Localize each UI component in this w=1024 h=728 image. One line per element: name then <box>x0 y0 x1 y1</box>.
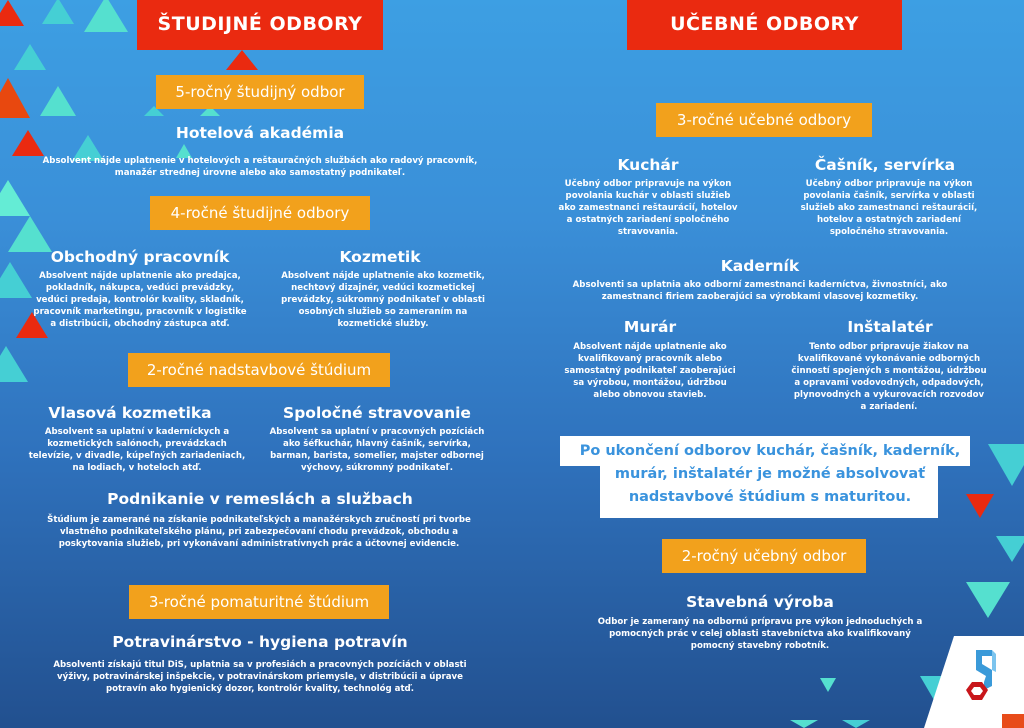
triangle-decoration <box>790 720 818 728</box>
program-title: Podnikanie v remeslách a službach <box>107 490 413 508</box>
section-label-3-rocne-pomaturitne: 3-ročné pomaturitné štúdium <box>129 585 389 619</box>
section-label-2-rocne-nadstavbove: 2-ročné nadstavbové štúdium <box>128 353 390 387</box>
triangle-decoration <box>84 0 128 32</box>
program-description: Absolvent nájde uplatnenie ako kvalifikovaný pracovník alebo samostatný podnikateľ zaoberajúci sa výrobou, montážou, údržbou alebo obnovou stavieb. <box>564 342 736 400</box>
program-title: Potravinárstvo - hygiena potravín <box>112 633 408 651</box>
program-description: Absolvent nájde uplatnenie ako kozmetik, nechtový dizajnér, vedúci kozmetickej prevádzky, súkromný podnikateľ v oblasti osobných služieb so zameraním na kozmetické služby. <box>281 271 485 329</box>
triangle-decoration <box>842 720 870 728</box>
program-title: Vlasová kozmetika <box>48 404 212 422</box>
program-description: Tento odbor pripravuje žiakov na kvalifikované vykonávanie odborných činností spojených s montážou, údržbou a opravami vodovodných, odpadových, plynovodných a vykurovacích rozvodov a zariadení. <box>791 342 987 412</box>
program-title: Stavebná výroba <box>686 593 834 611</box>
program-title: Hotelová akadémia <box>175 124 345 142</box>
triangle-decoration <box>40 86 76 116</box>
triangle-decoration <box>12 130 44 156</box>
program-description: Absolvent sa uplatní v kaderníckych a kozmetických salónoch, prevádzkach televízie, v divadle, kúpeľných zariadeniach, na lodiach, v hoteloch atď. <box>28 427 246 473</box>
school-logo-icon <box>958 646 1002 706</box>
triangle-decoration <box>0 262 32 298</box>
triangle-decoration <box>42 0 74 24</box>
triangle-decoration <box>966 582 1010 618</box>
section-label-4-rocne: 4-ročné študijné odbory <box>150 196 370 230</box>
program-title: Čašník, servírka <box>814 156 956 174</box>
program-description: Absolvent nájde uplatnenie ako predajca, pokladník, nákupca, vedúci prevádzky, vedúci predaja, kontrolór kvality, skladník, pracovník marketingu, pracovník v logistike a distribúcii, obchodný zástupca atď. <box>33 271 247 329</box>
section-label-2-rocny-ucebny: 2-ročný učebný odbor <box>662 539 866 573</box>
program-description: Učebný odbor pripravuje na výkon povolania čašník, servírka v oblasti služieb ako zamestnanci reštaurácií, hotelov a ostatných zariadení spoločného stravovania. <box>800 179 978 237</box>
studijne-odbory-header: ŠTUDIJNÉ ODBORY <box>137 0 383 50</box>
triangle-decoration <box>0 180 30 216</box>
triangle-decoration <box>14 44 46 70</box>
section-label-5-rocny: 5-ročný študijný odbor <box>156 75 364 109</box>
program-description: Absolventi sa uplatnia ako odborní zamestnanci kaderníctva, živnostníci, ako zamestnanci firiem zaoberajúci sa výrobkami vlasovej kozmetiky. <box>572 280 948 302</box>
nadstavba-callout <box>560 436 980 516</box>
program-description: Absolvent nájde uplatnenie v hotelových a reštauračných službách ako radový pracovník, manažér strednej úrovne alebo ako samostatný podnikateľ. <box>42 156 478 178</box>
program-title: Obchodný pracovník <box>50 248 230 266</box>
triangle-decoration <box>820 678 836 692</box>
header-pointer-icon <box>226 50 258 70</box>
triangle-decoration <box>0 346 28 382</box>
program-description: Odbor je zameraný na odbornú prípravu pre výkon jednoduchých a pomocných prác v celej oblasti stavebníctva ako kvalifikovaný pomocný stavebný robotník. <box>597 617 923 651</box>
section-label-3-rocne-ucebne: 3-ročné učebné odbory <box>656 103 872 137</box>
program-title: Kuchár <box>617 156 679 174</box>
callout-text: Po ukončení odborov kuchár, čašník, kaderník, murár, inštalatér je možné absolvovať nadstavbové štúdium s maturitou. <box>579 443 961 505</box>
triangle-decoration <box>8 216 52 252</box>
program-title: Inštalatér <box>847 318 933 336</box>
program-description: Učebný odbor pripravuje na výkon povolania kuchár v oblasti služieb ako zamestnanci reštaurácií, hotelov a ostatných zariadení spoločného stravovania. <box>558 179 738 237</box>
triangle-decoration <box>0 0 24 26</box>
triangle-decoration <box>988 444 1024 486</box>
triangle-decoration <box>1000 538 1024 556</box>
program-description: Absolvent sa uplatní v pracovných pozíciách ako šéfkuchár, hlavný čašník, servírka, barman, barista, somelier, majster odbornej výchovy, súkromný podnikateľ. <box>269 427 485 473</box>
program-description: Absolventi získajú titul DiS, uplatnia sa v profesiách a pracovných pozíciách v oblasti výživy, potravinárskej inšpekcie, v potravinárskom priemysle, v distribúcii a úprave potravín ako hygienický dozor, kontrolór kvality, technológ atď. <box>53 660 467 694</box>
program-title: Kaderník <box>720 257 800 275</box>
program-title: Spoločné stravovanie <box>283 404 471 422</box>
program-title: Kozmetik <box>339 248 421 266</box>
triangle-decoration <box>0 78 30 118</box>
corner-decoration <box>1002 714 1024 728</box>
program-description: Štúdium je zamerané na získanie podnikateľských a manažérskych zručností pri tvorbe vlastného podnikateľského plánu, pri zabezpečovaní chodu prevádzok, obchodu a poskytovania služieb, pri vykonávaní administratívnych prác a účtovnej evidencie. <box>47 515 471 549</box>
program-title: Murár <box>623 318 677 336</box>
ucebne-odbory-header: UČEBNÉ ODBORY <box>627 0 902 50</box>
